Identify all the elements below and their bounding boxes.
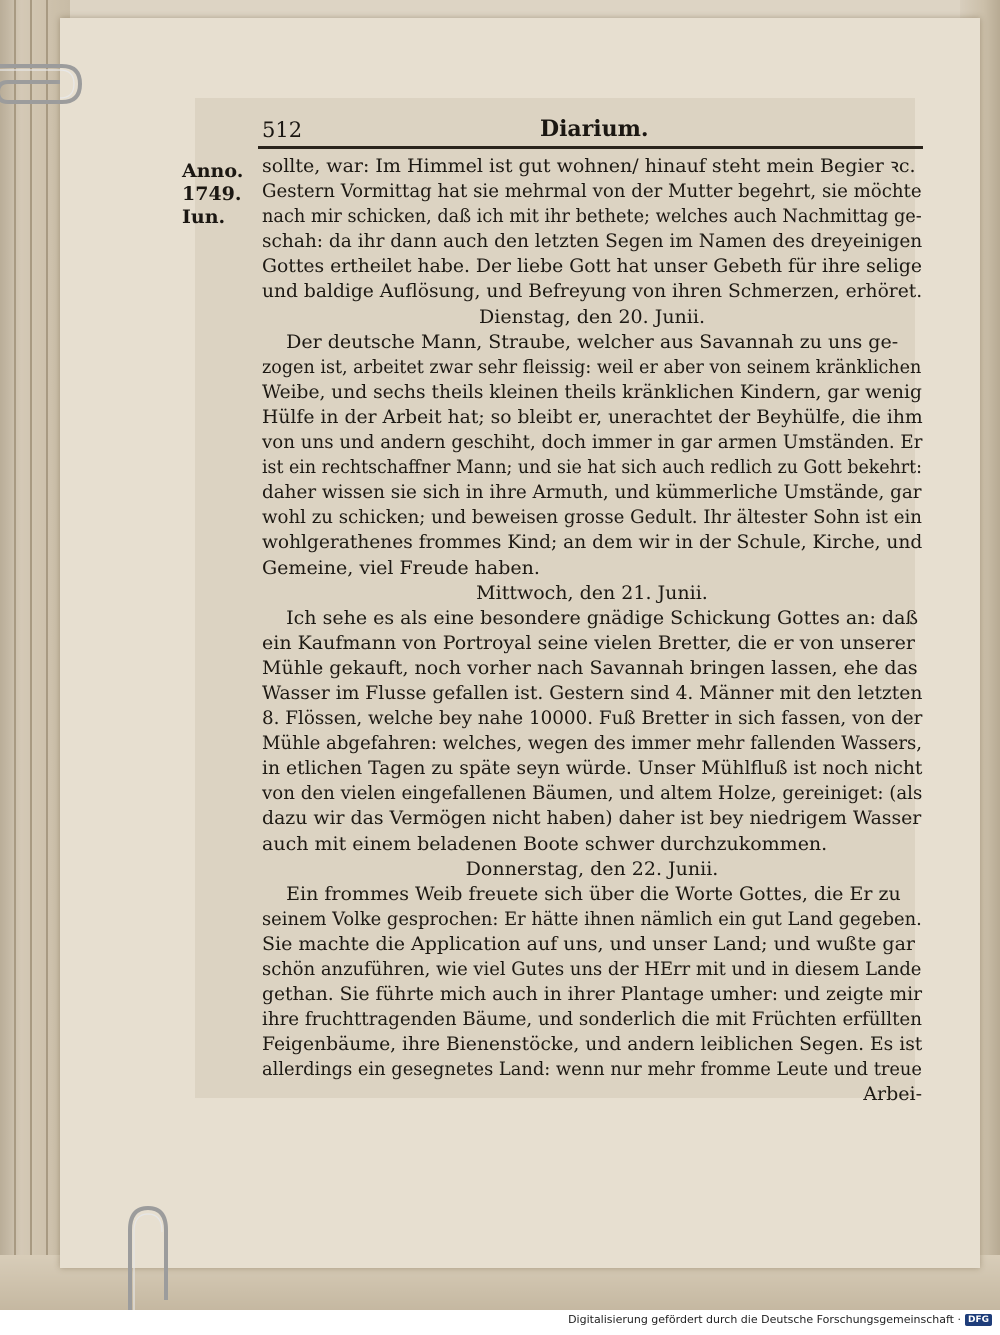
paper-clip-bottom-icon [110,1200,180,1310]
text-line: auch mit einem beladenen Boote schwer durchzukommen. [262,832,828,855]
text-line: schön anzuführen, wie viel Gutes uns der HErr mit und in diesem Lande [262,958,922,980]
text-line: Ich sehe es als eine besondere gnädige Schickung Gottes an: daß [262,606,919,629]
text-line: Ein frommes Weib freuete sich über die Worte Gottes, die Er zu [262,882,901,905]
text-line: zogen ist, arbeitet zwar sehr fleissig: weil er aber von seinem kränklichen [262,355,922,378]
text-line: daher wissen sie sich in ihre Armuth, und kümmerliche Umstände, gar [262,481,922,504]
footer-credit [568,1313,992,1326]
text-line: Gemeine, viel Freude haben. [262,556,540,579]
text-line: nach mir schicken, daß ich mit ihr bethete; welches auch Nachmittag ge- [262,205,922,228]
text-line: ihre fruchttragenden Bäume, und sonderlich die mit Früchten erfüllten [262,1008,922,1031]
text-line: von uns und andern geschiht, doch immer in gar armen Umständen. Er [262,431,923,454]
text-line: gethan. Sie führte mich auch in ihrer Plantage umher: und zeigte mir [262,983,923,1006]
text-line: und baldige Auflösung, und Befreyung von ihren Schmerzen, erhöret. [262,280,923,303]
text-line: Der deutsche Mann, Straube, welcher aus Savannah zu uns ge- [262,330,899,353]
text-line: allerdings ein gesegnetes Land: wenn nur mehr fromme Leute und treue [262,1058,922,1081]
text-line: dazu wir das Vermögen nicht haben) daher ist bey niedrigem Wasser [262,807,922,830]
text-line: Weibe, und sechs theils kleinen theils kränklichen Kindern, gar wenig [262,380,922,403]
paper-clip-icon [0,58,85,130]
text-line: in etlichen Tagen zu späte seyn würde. Unser Mühlfluß ist noch nicht [262,757,923,780]
body-text [262,154,922,1108]
text-line: Feigenbäume, ihre Bienenstöcke, und andern leiblichen Segen. Es ist [262,1033,923,1056]
text-line: Arbei- [863,1083,922,1106]
footer-text: Digitalisierung gefördert durch die Deutsche Forschungsgemeinschaft · [568,1313,961,1326]
page-number: 512 [262,118,303,142]
text-line: ist ein rechtschaffner Mann; und sie hat sich auch redlich zu Gott bekehrt: [262,456,922,479]
text-line: Wasser im Flusse gefallen ist. Gestern sind 4. Männer mit den letzten [262,681,923,704]
margin-note-month: Iun. [182,206,226,228]
text-line: seinem Volke gesprochen: Er hätte ihnen nämlich ein gut Land gegeben. [262,907,922,930]
entry-date-heading: Dienstag, den 20. Junii. [479,305,705,328]
margin-note [182,160,254,229]
text-line: Sie machte die Application auf uns, und unser Land; und wußte gar [262,932,915,955]
entry-date-heading: Mittwoch, den 21. Junii. [476,581,708,604]
margin-note-year-label: Anno. [182,160,244,182]
dfg-logo-icon: DFG [965,1314,992,1326]
text-line: 8. Flössen, welche bey nahe 10000. Fuß Bretter in sich fassen, von der [262,707,923,730]
text-line: Gestern Vormittag hat sie mehrmal von der Mutter begehrt, sie möchte [262,180,922,203]
text-line: wohlgerathenes frommes Kind; an dem wir in der Schule, Kirche, und [262,531,923,554]
text-line: Mühle abgefahren: welches, wegen des immer mehr fallenden Wassers, [262,732,923,755]
text-line: schah: da ihr dann auch den letzten Segen im Namen des dreyeinigen [262,230,923,253]
text-line: Gottes ertheilet habe. Der liebe Gott hat unser Gebeth für ihre selige [262,255,923,278]
text-line: von den vielen eingefallenen Bäumen, und altem Holze, gereiniget: (als [262,782,923,805]
margin-note-year: 1749. [182,183,242,205]
header-rule [258,146,923,149]
text-line: Mühle gekauft, noch vorher nach Savannah bringen lassen, ehe das [262,656,918,679]
text-line: wohl zu schicken; und beweisen grosse Gedult. Ihr ältester Sohn ist ein [262,506,922,529]
text-line: Hülfe in der Arbeit hat; so bleibt er, unerachtet der Beyhülfe, die ihm [262,405,923,428]
text-line: ein Kaufmann von Portroyal seine vielen Bretter, die er von unserer [262,631,915,654]
text-line: sollte, war: Im Himmel ist gut wohnen/ hinauf steht mein Begier ꝛc. [262,155,916,177]
running-head: Diarium. [540,116,649,142]
entry-date-heading: Donnerstag, den 22. Junii. [465,857,719,880]
